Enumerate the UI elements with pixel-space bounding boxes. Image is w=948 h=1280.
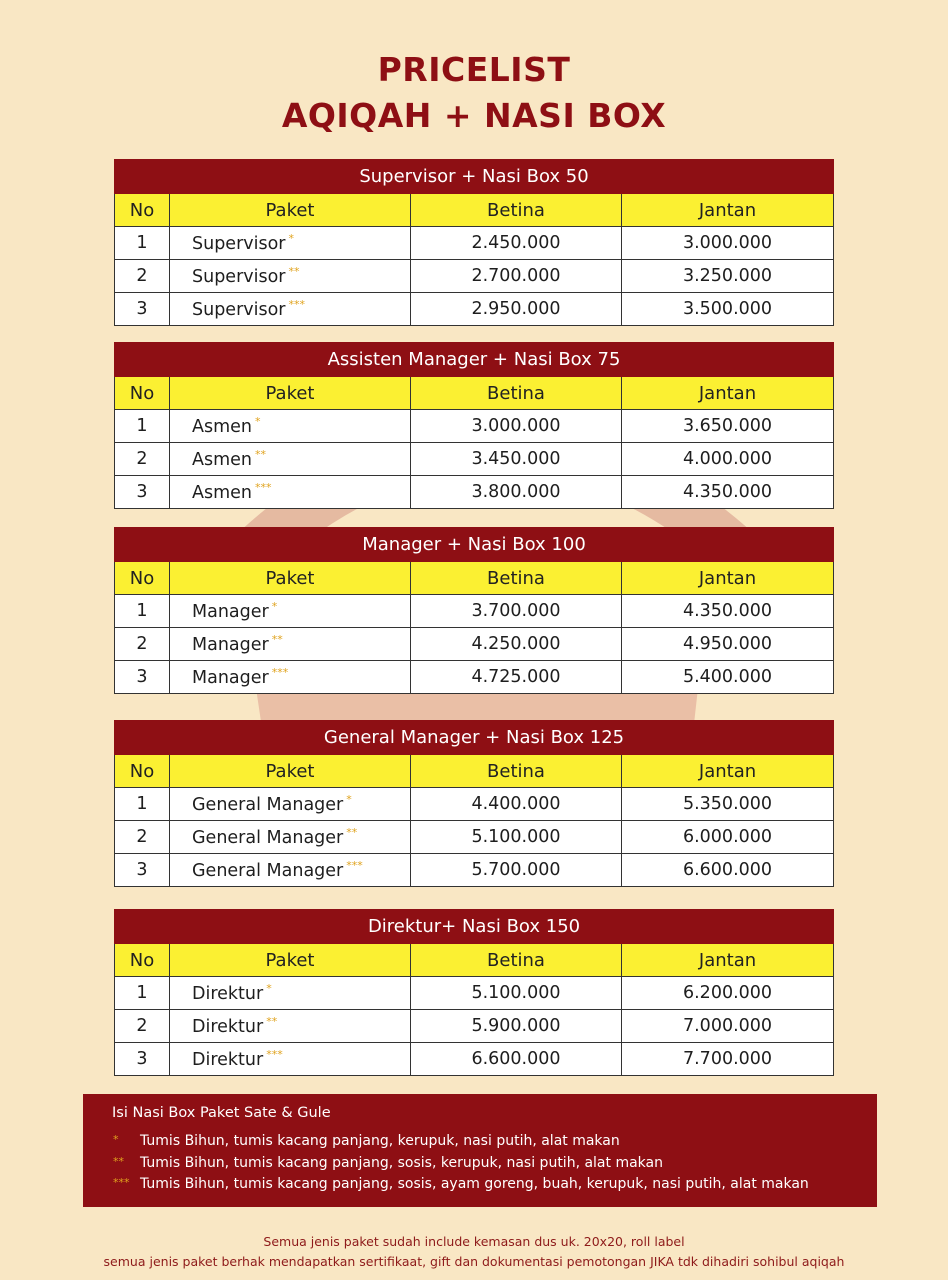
package-mark: ** [255,448,266,462]
price-jantan: 4.350.000 [622,476,834,509]
row-number: 1 [115,410,170,443]
table-row [115,410,834,443]
package-cell [170,1043,411,1076]
table-row [115,788,834,821]
package-name: Direktur [192,1016,264,1037]
footer-note-1: Semua jenis paket sudah include kemasan dus uk. 20x20, roll label [263,1234,685,1249]
package-mark: *** [271,666,289,680]
price-betina: 3.800.000 [411,476,622,509]
section-header: Direktur+ Nasi Box 150 [115,910,834,944]
row-number: 2 [115,821,170,854]
price-jantan: 7.000.000 [622,1010,834,1043]
package-cell [170,1010,411,1043]
price-betina: 6.600.000 [411,1043,622,1076]
row-number: 1 [115,977,170,1010]
row-number: 2 [115,628,170,661]
menu-mark: ** [113,1155,124,1168]
col-header-no: No [115,377,170,410]
menu-item-text: Tumis Bihun, tumis kacang panjang, kerupuk, nasi putih, alat makan [140,1133,620,1149]
section-table-manager [114,527,834,694]
package-cell [170,260,411,293]
package-mark: *** [346,859,363,873]
col-header-no: No [115,562,170,595]
price-jantan: 6.200.000 [622,977,834,1010]
col-header-jantan: Jantan [622,755,834,788]
section-table-general-manager [114,720,834,887]
table-row [115,854,834,887]
section-header: Assisten Manager + Nasi Box 75 [115,343,834,377]
package-mark: ** [288,265,300,279]
row-number: 2 [115,443,170,476]
package-mark: * [346,793,352,807]
table-row [115,260,834,293]
package-mark: ** [271,633,283,647]
menu-item-text: Tumis Bihun, tumis kacang panjang, sosis, kerupuk, nasi putih, alat makan [140,1155,663,1171]
package-mark: ** [266,1015,278,1029]
price-jantan: 3.650.000 [622,410,834,443]
col-header-paket: Paket [170,377,411,410]
row-number: 1 [115,227,170,260]
package-name: General Manager [192,860,344,881]
row-number: 3 [115,854,170,887]
col-header-paket: Paket [170,194,411,227]
col-header-no: No [115,755,170,788]
price-jantan: 5.400.000 [622,661,834,694]
package-name: Asmen [192,449,252,470]
footer-note-2: semua jenis paket berhak mendapatkan sertifikaat, gift dan dokumentasi pemotongan JIKA tdk dihadiri sohibul aqiqah [103,1254,845,1269]
price-jantan: 6.600.000 [622,854,834,887]
price-betina: 5.100.000 [411,977,622,1010]
row-number: 2 [115,1010,170,1043]
col-header-betina: Betina [411,755,622,788]
package-name: Supervisor [192,266,286,287]
row-number: 3 [115,293,170,326]
col-header-betina: Betina [411,562,622,595]
package-mark: * [266,982,272,996]
package-cell [170,293,411,326]
package-name: General Manager [192,827,344,848]
menu-mark: * [113,1133,119,1146]
package-name: Asmen [192,416,252,437]
price-betina: 3.000.000 [411,410,622,443]
package-cell [170,977,411,1010]
row-number: 3 [115,661,170,694]
package-name: Asmen [192,482,252,503]
col-header-no: No [115,944,170,977]
col-header-paket: Paket [170,755,411,788]
package-name: Supervisor [192,299,286,320]
table-row [115,595,834,628]
col-header-betina: Betina [411,194,622,227]
package-cell [170,854,411,887]
menu-item-1 [113,1133,620,1149]
package-name: Supervisor [192,233,286,254]
package-mark: *** [288,298,306,312]
table-row [115,628,834,661]
package-mark: *** [266,1048,283,1062]
price-jantan: 6.000.000 [622,821,834,854]
col-header-jantan: Jantan [622,944,834,977]
row-number: 1 [115,595,170,628]
package-name: Manager [192,667,269,688]
table-row [115,227,834,260]
package-name: Direktur [192,1049,264,1070]
menu-contents-box [83,1094,877,1207]
table-row [115,661,834,694]
section-header: Supervisor + Nasi Box 50 [115,160,834,194]
package-mark: *** [255,481,272,495]
package-mark: * [288,232,295,246]
package-cell [170,227,411,260]
col-header-paket: Paket [170,562,411,595]
package-cell [170,443,411,476]
package-cell [170,821,411,854]
row-number: 2 [115,260,170,293]
row-number: 3 [115,1043,170,1076]
price-betina: 4.250.000 [411,628,622,661]
price-betina: 3.450.000 [411,443,622,476]
package-cell [170,661,411,694]
price-jantan: 5.350.000 [622,788,834,821]
section-table-asmen [114,342,834,509]
package-mark: ** [346,826,358,840]
price-jantan: 4.350.000 [622,595,834,628]
menu-item-3 [113,1176,809,1192]
package-cell [170,788,411,821]
price-betina: 5.700.000 [411,854,622,887]
price-betina: 2.450.000 [411,227,622,260]
menu-mark: *** [113,1176,130,1189]
section-header: General Manager + Nasi Box 125 [115,721,834,755]
col-header-betina: Betina [411,377,622,410]
package-cell [170,476,411,509]
price-betina: 2.700.000 [411,260,622,293]
page-title-line2: AQIQAH + NASI BOX [281,96,667,135]
table-row [115,977,834,1010]
price-jantan: 3.250.000 [622,260,834,293]
table-row [115,1043,834,1076]
page-title-line1: PRICELIST [377,50,571,89]
table-row [115,821,834,854]
price-jantan: 3.000.000 [622,227,834,260]
section-table-direktur [114,909,834,1076]
price-betina: 4.400.000 [411,788,622,821]
price-betina: 2.950.000 [411,293,622,326]
col-header-betina: Betina [411,944,622,977]
row-number: 3 [115,476,170,509]
package-name: General Manager [192,794,344,815]
menu-item-text: Tumis Bihun, tumis kacang panjang, sosis, ayam goreng, buah, kerupuk, nasi putih, alat makan [140,1176,809,1192]
price-betina: 5.100.000 [411,821,622,854]
price-betina: 5.900.000 [411,1010,622,1043]
table-row [115,443,834,476]
section-table-supervisor [114,159,834,326]
menu-contents-title: Isi Nasi Box Paket Sate & Gule [112,1105,331,1121]
price-betina: 4.725.000 [411,661,622,694]
price-jantan: 3.500.000 [622,293,834,326]
package-cell [170,628,411,661]
row-number: 1 [115,788,170,821]
col-header-jantan: Jantan [622,377,834,410]
package-name: Manager [192,634,269,655]
package-mark: * [271,600,278,614]
package-mark: * [255,415,261,429]
menu-item-2 [113,1155,663,1171]
package-cell [170,410,411,443]
table-row [115,1010,834,1043]
price-betina: 3.700.000 [411,595,622,628]
price-jantan: 7.700.000 [622,1043,834,1076]
price-jantan: 4.000.000 [622,443,834,476]
package-name: Manager [192,601,269,622]
price-jantan: 4.950.000 [622,628,834,661]
table-row [115,293,834,326]
col-header-jantan: Jantan [622,562,834,595]
section-header: Manager + Nasi Box 100 [115,528,834,562]
col-header-jantan: Jantan [622,194,834,227]
col-header-no: No [115,194,170,227]
col-header-paket: Paket [170,944,411,977]
package-name: Direktur [192,983,264,1004]
table-row [115,476,834,509]
package-cell [170,595,411,628]
